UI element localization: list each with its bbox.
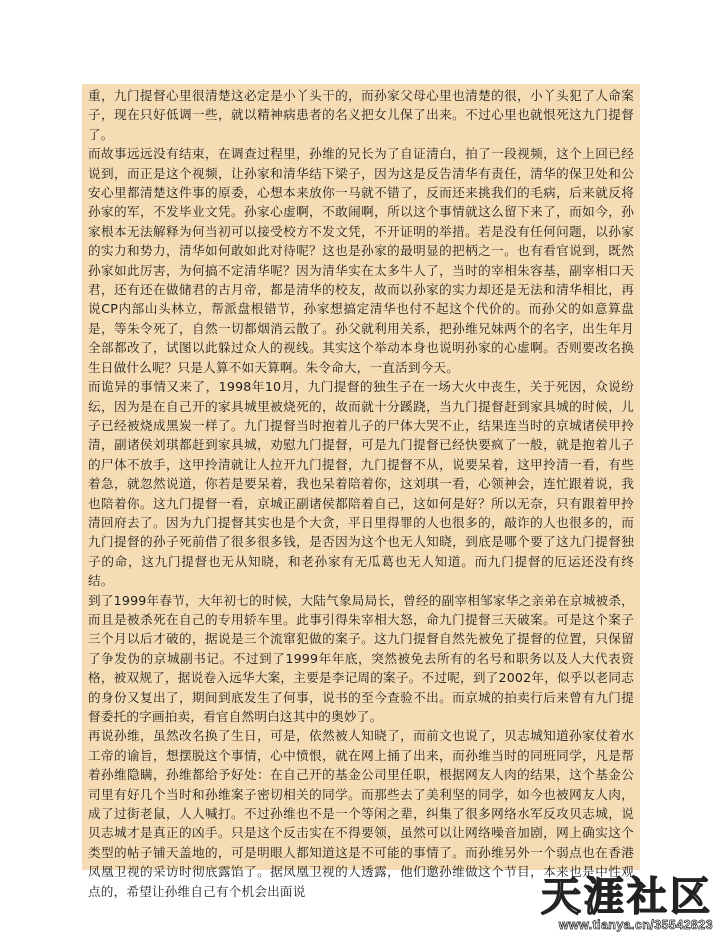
article-body — [82, 84, 640, 901]
paragraph-4: 到了1999年春节，大年初七的时候，大陆气象局局长，曾经的副宰相邹家华之亲弟在京城被杀，而且是被杀死在自己的专用轿车里。此事引得朱宰相大怒，命九门提督三天破案。可是这个案子三个月以后才破的，据说是三个流窜犯做的案子。这九门提督自然先被免了提督的位置，只保留了争发伪的京城副书记。不过到了1999年年底，突然被免去所有的名号和职务以及人大代表资格，被双规了，据说卷入远华大案，主要是李记周的案子。不过呢，到了2002年，似乎以老同志的身份又复出了，期间到底发生了何事，说书的至今查验不出。而京城的拍卖行后来曾有九门提督委托的字画拍卖，看官自然明白这其中的奥妙了。 — [88, 592, 634, 724]
article-page — [82, 84, 640, 899]
paragraph-3: 而诡异的事情又来了，1998年10月，九门提督的独生子在一场大火中丧生，关于死因，众说纷纭，因为是在自己开的家具城里被烧死的，故而就十分蹊跷，当九门提督赶到家具城的时候，儿子已经被烧成黑炭一样了。九门提督当时抱着儿子的尸体大哭不止，结果连当时的京城诸侯甲拎清，副诸侯刘琪都赶到家具城，劝慰九门提督，可是九门提督已经快要疯了一般，就是抱着儿子的尸体不放手，这甲拎清就让人拉开九门提督，九门提督不从，说要呆着，这甲拎清一看，有些着急，就忽然说道，你若是要呆着，我也呆着陪着你，这刘琪一看，心领神会，连忙跟着说，我也陪着你。这九门提督一看，京城正副诸侯都陪着自己，这如何是好？所以无奈，只有跟着甲拎清回府去了。因为九门提督其实也是个大贪，平日里得罪的人也很多的，敲诈的人也很多的，而九门提督的孙子死前借了很多很多钱，是否因为这个也无人知晓，到底是哪个要了这九门提督独子的命，这九门提督也无从知晓，和老孙家有无瓜葛也无人知道。而九门提督的厄运还没有终结。 — [88, 379, 634, 589]
paragraph-1: 重，九门提督心里很清楚这必定是小丫头干的，而孙家父母心里也清楚的很，小丫头犯了人命案子，现在只好低调一些，就以精神病患者的名义把女儿保了出来。不过心里也就恨死这九门提督了。 — [88, 88, 634, 142]
paragraph-2: 而故事远远没有结束，在调查过程里，孙维的兄长为了自证清白，拍了一段视频，这个上回已经说到，而正是这个视频，让孙家和清华结下梁子，因为这是反告清华有责任，清华的保卫处和公安心里都清楚这件事的原委，心想本来放你一马就不错了，反而还来挑我们的毛病，后来就反将孙家的军，不发毕业文凭。孙家心虚啊，不敢闹啊，所以这个事情就这么留下来了，而如今，孙家根本无法解释为何当初可以接受校方不发文凭，不开证明的举措。若是没有任何问题，以孙家的实力和势力，清华如何敢如此对待呢？这也是孙家的最明显的把柄之一。也有看官说到，既然孙家如此厉害，为何搞不定清华呢？因为清华实在太多牛人了，当时的宰相朱容基，副宰相口天君，还有还在做储君的古月帝，都是清华的校友，故而以孙家的实力却还是无法和清华相比，再说CP内部山头林立，帮派盘根错节，孙家想搞定清华也付不起这个代价的。而孙父的如意算盘是，等朱令死了，自然一切都烟消云散了。孙父就利用关系，把孙维兄妹两个的名字，出生年月全部都改了，试图以此躲过众人的视线。其实这个举动本身也说明孙家的心虚啊。否则要改名换生日做什么呢？只是人算不如天算啊。朱令命大，一直活到今天。 — [88, 146, 634, 375]
tianya-logo: 天涯社区 — [541, 873, 713, 920]
watermark-url: www.tianya.cn/35542823 — [558, 918, 713, 932]
paragraph-5: 再说孙维，虽然改名换了生日，可是，依然被人知晓了，而前文也说了，贝志城知道孙家仗着水工帝的谕旨，想摆脱这个事情，心中愤恨，就在网上捅了出来，而孙维当时的同班同学，凡是帮着孙维隐瞒，孙维都给予好处：在自己开的基金公司里任职，根据网友人肉的结果，这个基金公司里有好几个当时和孙维案子密切相关的同学。而那些去了美利坚的同学，如今也被网友人肉，成了过街老鼠，人人喊打。不过孙维也不是一个等闲之辈，纠集了很多网络水军反攻贝志城，说贝志城才是真正的凶手。只是这个反击实在不得要领，虽然可以让网络噪音加剧，网上确实这个类型的帖子铺天盖地的，可是明眼人都知道这是不可能的事情了。而孙维另外一个弱点也在香港凤凰卫视的采访时彻底露馅了。据凤凰卫视的人透露，他们邀孙维做这个节目，本来也是中性观点的，希望让孙维自己有个机会出面说 — [88, 728, 634, 899]
tianya-watermark — [541, 873, 713, 932]
